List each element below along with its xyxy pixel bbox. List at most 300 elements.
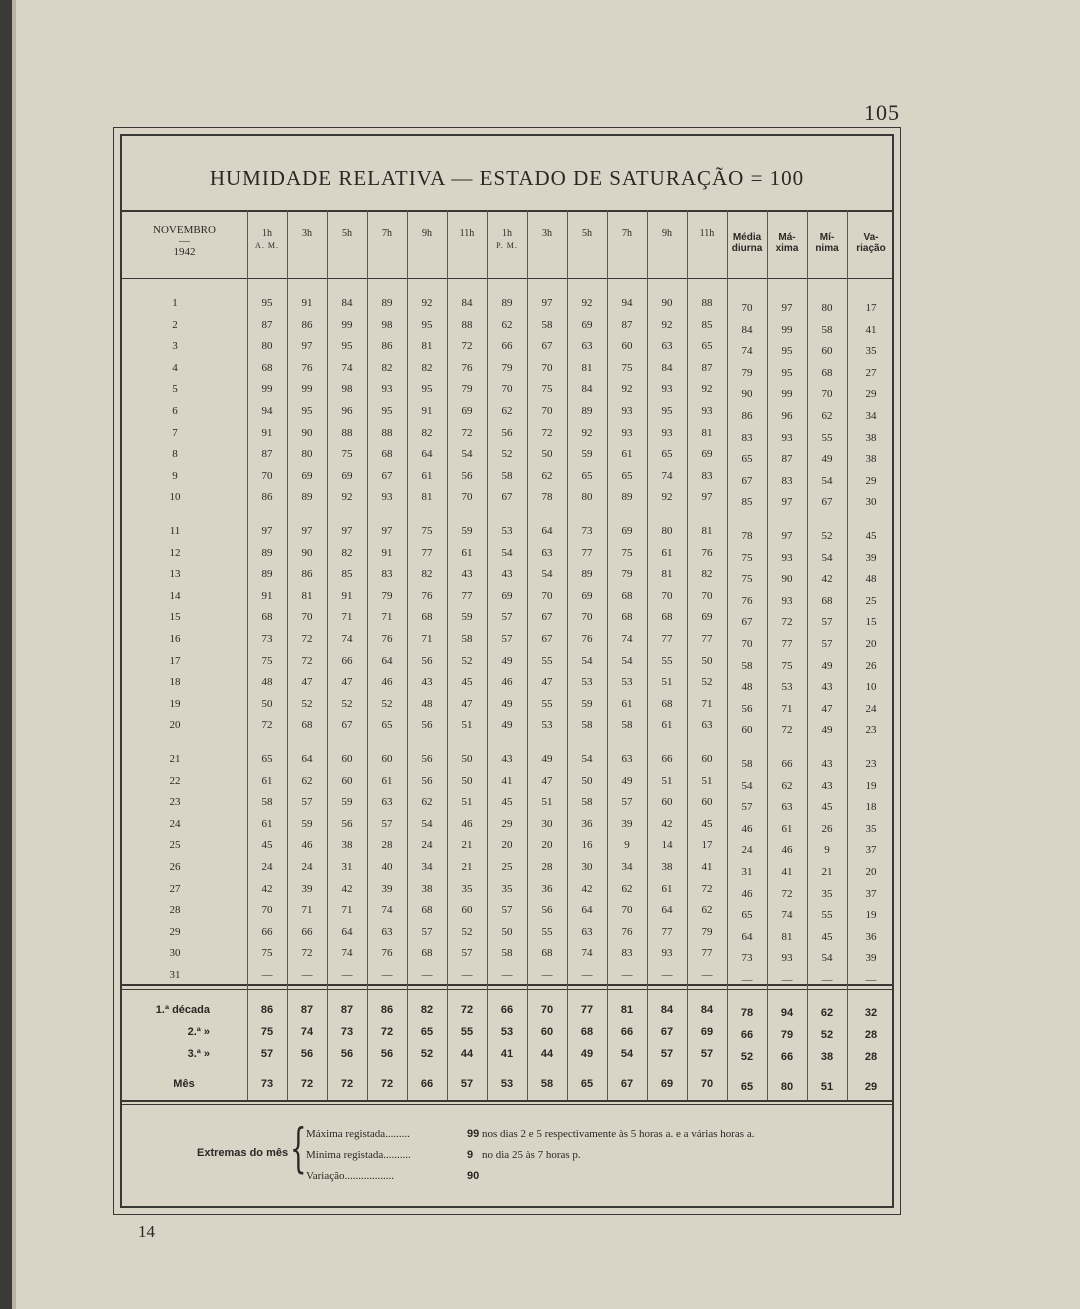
table-cell: 47 (301, 676, 313, 689)
summary-cell: 44 (540, 1048, 554, 1060)
table-cell: 49 (821, 659, 833, 672)
table-cell: 97 (261, 525, 273, 537)
table-cell: 95 (661, 405, 673, 417)
column-header (567, 228, 607, 240)
column-header-main: 1h (262, 228, 272, 239)
column-header-sub: P. M. (496, 241, 518, 250)
table-cell: 57 (741, 801, 753, 814)
day-number: 22 (169, 774, 181, 787)
table-cell: 49 (501, 654, 513, 667)
table-cell: 79 (461, 383, 473, 396)
table-cell: 67 (541, 340, 553, 353)
table-cell: 26 (865, 659, 877, 672)
table-cell: 45 (261, 839, 273, 852)
table-cell: 49 (821, 724, 833, 737)
table-cell: 84 (461, 297, 473, 309)
table-cell: 57 (621, 796, 633, 809)
table-cell: 63 (541, 546, 553, 559)
table-cell: 83 (701, 469, 713, 482)
table-cell: 76 (581, 633, 593, 645)
table-cell: 68 (261, 611, 273, 624)
table-cell: 19 (865, 779, 877, 792)
table-cell: 53 (781, 681, 793, 694)
summary-cell: 78 (740, 1007, 754, 1019)
day-number: 14 (169, 589, 181, 602)
table-cell: 58 (261, 796, 273, 809)
table-cell: 68 (621, 611, 633, 624)
table-cell: 30 (541, 817, 553, 830)
table-cell: 53 (501, 525, 513, 537)
column-header-main: Média (732, 232, 762, 243)
column-header-main: Va- (863, 232, 879, 243)
table-cell: 46 (741, 822, 753, 835)
table-cell: 93 (781, 551, 793, 564)
table-cell: 63 (701, 719, 713, 732)
column-header (247, 228, 287, 252)
summary-cell: 72 (460, 1004, 474, 1016)
summary-label: 3.ª » (187, 1048, 210, 1060)
table-cell: 69 (581, 589, 593, 602)
table-cell: 58 (461, 633, 473, 645)
day-number: 29 (169, 925, 181, 938)
table-cell: — (501, 969, 513, 981)
table-cell: 61 (261, 817, 273, 830)
brace-glyph: { (290, 1119, 307, 1179)
summary-cell: 44 (460, 1048, 474, 1060)
table-cell: 20 (541, 839, 553, 852)
day-number: 2 (172, 318, 178, 331)
table-cell: 88 (461, 318, 473, 331)
summary-cell: 55 (460, 1026, 474, 1038)
table-cell: 36 (541, 882, 553, 895)
table-cell: 97 (381, 525, 393, 537)
summary-cell: 65 (420, 1026, 434, 1038)
table-cell: 70 (741, 638, 753, 650)
table-cell: — (461, 969, 473, 981)
day-number: 15 (169, 611, 181, 624)
day-number: 23 (169, 796, 181, 809)
table-frame (113, 127, 901, 1215)
table-cell: 76 (421, 589, 433, 602)
table-cell: 68 (821, 594, 833, 607)
table-cell: 86 (261, 491, 273, 504)
column-header-main: 5h (582, 228, 592, 239)
table-cell: 63 (581, 340, 593, 353)
day-number: 28 (169, 904, 181, 917)
column-header (527, 228, 567, 240)
table-cell: 85 (741, 496, 753, 509)
table-cell: 18 (865, 801, 877, 814)
table-cell: 67 (741, 474, 753, 487)
table-cell: — (381, 969, 393, 981)
table-cell: 40 (381, 861, 393, 873)
table-cell: 72 (301, 654, 313, 667)
table-cell: 92 (661, 318, 673, 331)
table-cell: 78 (741, 530, 753, 542)
column-header-main: 3h (542, 228, 552, 239)
summary-cell: 77 (580, 1004, 594, 1016)
table-cell: 43 (821, 681, 833, 694)
table-cell: 25 (865, 594, 877, 607)
summary-cell: 32 (864, 1007, 878, 1019)
table-cell: 81 (701, 525, 713, 537)
extreme-note: nos dias 2 e 5 respectivamente às 5 horas a. e a várias horas a. (482, 1128, 755, 1140)
table-cell: — (261, 969, 273, 981)
table-cell: 92 (581, 426, 593, 439)
table-cell: 45 (501, 796, 513, 809)
table-cell: 63 (661, 340, 673, 353)
table-cell: 77 (461, 589, 473, 602)
table-cell: 37 (865, 844, 877, 857)
summary-cell: 56 (340, 1048, 354, 1060)
table-cell: 99 (341, 318, 353, 331)
table-cell: 86 (301, 318, 313, 331)
table-cell: 46 (781, 844, 793, 857)
table-cell: 92 (701, 383, 713, 396)
table-cell: 24 (261, 861, 273, 873)
day-number: 7 (172, 426, 178, 439)
day-number: 5 (172, 383, 178, 396)
table-cell: 67 (821, 496, 833, 509)
table-cell: 66 (261, 925, 273, 938)
table-cell: 51 (541, 796, 553, 809)
table-cell: 92 (621, 383, 633, 396)
table-cell: 42 (341, 882, 353, 895)
table-cell: — (621, 969, 633, 981)
table-cell: 79 (381, 589, 393, 602)
summary-cell: 41 (500, 1048, 514, 1060)
table-cell: 89 (581, 568, 593, 581)
summary-cell: 52 (820, 1029, 834, 1041)
summary-cell: 60 (540, 1026, 554, 1038)
table-cell: 21 (461, 839, 473, 852)
table-cell: 68 (821, 366, 833, 379)
table-cell: 20 (865, 866, 877, 878)
table-cell: 72 (781, 724, 793, 737)
table-cell: 93 (661, 426, 673, 439)
table-frame-inner (120, 134, 894, 1208)
table-cell: 79 (621, 568, 633, 581)
summary-cell: 84 (700, 1004, 714, 1016)
table-cell: 64 (541, 525, 553, 537)
day-number: 10 (169, 491, 181, 504)
table-cell: 59 (301, 817, 313, 830)
column-rule (807, 210, 808, 1100)
table-cell: 57 (821, 638, 833, 650)
table-cell: 29 (865, 474, 877, 487)
table-cell: 59 (581, 448, 593, 461)
table-cell: 62 (501, 318, 513, 331)
summary-cell: 86 (380, 1004, 394, 1016)
table-cell: 87 (781, 453, 793, 466)
table-cell: 70 (621, 904, 633, 917)
table-cell: 90 (301, 546, 313, 559)
page-edge (12, 0, 16, 1309)
table-cell: 42 (261, 882, 273, 895)
summary-cell: 49 (580, 1048, 594, 1060)
table-cell: 82 (701, 568, 713, 581)
table-cell: 76 (301, 361, 313, 374)
table-cell: — (661, 969, 673, 981)
table-cell: 34 (421, 861, 433, 873)
table-cell: 63 (581, 925, 593, 938)
table-cell: 58 (501, 947, 513, 960)
table-cell: 60 (381, 753, 393, 765)
table-cell: 35 (865, 822, 877, 835)
table-cell: 92 (421, 297, 433, 309)
table-cell: 29 (501, 817, 513, 830)
table-cell: 10 (865, 681, 877, 694)
table-cell: 94 (261, 405, 273, 417)
table-cell: 58 (821, 323, 833, 336)
table-cell: 62 (541, 469, 553, 482)
table-cell: 61 (621, 448, 633, 461)
table-rule (122, 1104, 892, 1105)
table-cell: 67 (741, 616, 753, 629)
table-cell: 41 (781, 866, 793, 878)
table-rule (122, 210, 892, 212)
table-cell: 38 (865, 453, 877, 466)
table-cell: 64 (301, 753, 313, 765)
table-cell: 60 (661, 796, 673, 809)
table-cell: 51 (461, 796, 473, 809)
table-cell: 45 (701, 817, 713, 830)
table-cell: 95 (421, 383, 433, 396)
table-cell: 57 (821, 616, 833, 629)
table-cell: 82 (421, 568, 433, 581)
summary-cell: 52 (740, 1051, 754, 1063)
table-cell: 70 (261, 904, 273, 917)
table-cell: 42 (821, 573, 833, 586)
day-number: 17 (169, 654, 181, 667)
table-cell: 54 (581, 654, 593, 667)
table-cell: 74 (381, 904, 393, 917)
column-header (767, 232, 807, 254)
table-cell: 56 (341, 817, 353, 830)
summary-cell: 56 (380, 1048, 394, 1060)
table-cell: 21 (821, 866, 833, 878)
table-cell: 42 (661, 817, 673, 830)
table-cell: 80 (821, 302, 833, 314)
table-cell: 63 (381, 925, 393, 938)
table-cell: 89 (621, 491, 633, 504)
table-cell: 91 (301, 297, 313, 309)
table-cell: 60 (341, 753, 353, 765)
table-cell: 91 (381, 546, 393, 559)
table-cell: 71 (381, 611, 393, 624)
table-cell: 87 (261, 448, 273, 461)
table-cell: 73 (261, 633, 273, 645)
table-cell: 89 (581, 405, 593, 417)
table-cell: 69 (621, 525, 633, 537)
table-cell: 90 (661, 297, 673, 309)
table-cell: 9 (824, 844, 830, 857)
table-cell: 54 (821, 952, 833, 965)
table-cell: 51 (661, 676, 673, 689)
table-cell: 24 (865, 702, 877, 715)
table-cell: 47 (541, 676, 553, 689)
table-cell: 26 (821, 822, 833, 835)
table-rule (122, 278, 892, 279)
table-cell: 59 (341, 796, 353, 809)
column-header-sub: diurna (731, 243, 763, 254)
table-cell: 81 (581, 361, 593, 374)
table-cell: 45 (821, 930, 833, 943)
table-cell: 49 (821, 453, 833, 466)
table-cell: 54 (501, 546, 513, 559)
summary-cell: 66 (620, 1026, 634, 1038)
table-cell: 24 (301, 861, 313, 873)
day-number: 20 (169, 719, 181, 732)
summary-cell: 80 (780, 1081, 794, 1093)
table-cell: 71 (341, 904, 353, 917)
summary-cell: 53 (500, 1078, 514, 1090)
table-cell: 72 (301, 633, 313, 645)
summary-cell: 65 (580, 1078, 594, 1090)
summary-label: 2.ª » (187, 1026, 210, 1038)
table-cell: 21 (461, 861, 473, 873)
extreme-label: Máxima registada......... (306, 1128, 410, 1140)
table-cell: 85 (341, 568, 353, 581)
table-cell: 88 (701, 297, 713, 309)
table-cell: 91 (421, 405, 433, 417)
table-cell: 95 (381, 405, 393, 417)
table-cell: 50 (701, 654, 713, 667)
table-cell: 47 (821, 702, 833, 715)
table-cell: 82 (421, 361, 433, 374)
table-cell: 76 (381, 947, 393, 960)
table-cell: 90 (781, 573, 793, 586)
summary-cell: 72 (380, 1026, 394, 1038)
table-cell: 20 (501, 839, 513, 852)
table-cell: 65 (661, 448, 673, 461)
table-cell: 77 (701, 947, 713, 960)
day-number: 30 (169, 947, 181, 960)
table-cell: 17 (701, 839, 713, 852)
table-cell: 41 (701, 861, 713, 873)
table-cell: 50 (581, 774, 593, 787)
table-cell: 20 (865, 638, 877, 650)
table-cell: 84 (661, 361, 673, 374)
table-cell: 50 (541, 448, 553, 461)
table-cell: 39 (301, 882, 313, 895)
table-cell: 70 (541, 405, 553, 417)
table-cell: 81 (421, 340, 433, 353)
summary-cell: 28 (864, 1051, 878, 1063)
table-cell: 9 (624, 839, 630, 852)
table-rule (122, 1100, 892, 1102)
summary-cell: 70 (540, 1004, 554, 1016)
table-cell: 58 (581, 796, 593, 809)
table-cell: 70 (501, 383, 513, 396)
table-cell: 46 (501, 676, 513, 689)
table-cell: 76 (461, 361, 473, 374)
table-cell: 92 (581, 297, 593, 309)
table-cell: 76 (701, 546, 713, 559)
table-cell: 72 (541, 426, 553, 439)
table-cell: 89 (261, 546, 273, 559)
table-cell: 93 (781, 952, 793, 965)
column-header-main: 3h (302, 228, 312, 239)
table-cell: 68 (381, 448, 393, 461)
table-cell: 41 (865, 323, 877, 336)
extreme-note: no dia 25 às 7 horas p. (482, 1149, 581, 1161)
table-cell: 70 (261, 469, 273, 482)
table-cell: 93 (701, 405, 713, 417)
summary-cell: 67 (620, 1078, 634, 1090)
table-cell: 60 (821, 345, 833, 358)
column-header-main: 9h (422, 228, 432, 239)
table-cell: 87 (261, 318, 273, 331)
column-header-main: 11h (459, 228, 475, 239)
table-cell: 60 (701, 796, 713, 809)
table-cell: 81 (421, 491, 433, 504)
table-cell: 95 (341, 340, 353, 353)
day-number: 1 (172, 297, 178, 309)
table-cell: 77 (661, 925, 673, 938)
summary-cell: 81 (620, 1004, 634, 1016)
table-cell: 23 (865, 758, 877, 770)
table-cell: 14 (661, 839, 673, 852)
table-cell: 86 (741, 410, 753, 422)
day-number: 16 (169, 633, 181, 645)
column-header (447, 228, 487, 240)
book-spine (0, 0, 12, 1309)
table-cell: 56 (421, 753, 433, 765)
table-cell: 75 (421, 525, 433, 537)
table-cell: 60 (741, 724, 753, 737)
table-cell: — (541, 969, 553, 981)
table-cell: 45 (865, 530, 877, 542)
summary-cell: 66 (500, 1004, 514, 1016)
day-number: 6 (172, 405, 178, 417)
table-cell: — (865, 974, 877, 986)
table-cell: 95 (261, 297, 273, 309)
table-cell: 31 (741, 866, 753, 878)
table-cell: 62 (821, 410, 833, 422)
summary-cell: 66 (780, 1051, 794, 1063)
column-header (647, 228, 687, 240)
table-cell: 84 (741, 323, 753, 336)
page-number: 105 (864, 100, 900, 125)
day-number: 9 (172, 469, 178, 482)
table-cell: 55 (661, 654, 673, 667)
table-cell: 89 (261, 568, 273, 581)
summary-cell: 74 (300, 1026, 314, 1038)
table-cell: 89 (301, 491, 313, 504)
table-cell: 96 (341, 405, 353, 417)
table-cell: — (581, 969, 593, 981)
table-cell: 46 (381, 676, 393, 689)
column-header-main: 11h (699, 228, 715, 239)
table-cell: 72 (781, 887, 793, 900)
table-cell: 92 (341, 491, 353, 504)
table-cell: 95 (781, 366, 793, 379)
summary-cell: 75 (260, 1026, 274, 1038)
table-cell: 70 (821, 388, 833, 401)
table-cell: 59 (461, 525, 473, 537)
table-cell: 87 (701, 361, 713, 374)
extreme-value: 90 (467, 1170, 480, 1182)
table-cell: 57 (301, 796, 313, 809)
table-cell: 57 (501, 633, 513, 645)
summary-cell: 67 (660, 1026, 674, 1038)
table-cell: 87 (621, 318, 633, 331)
table-cell: 57 (381, 817, 393, 830)
table-cell: — (741, 974, 753, 986)
table-cell: 68 (421, 947, 433, 960)
table-cell: 65 (701, 340, 713, 353)
